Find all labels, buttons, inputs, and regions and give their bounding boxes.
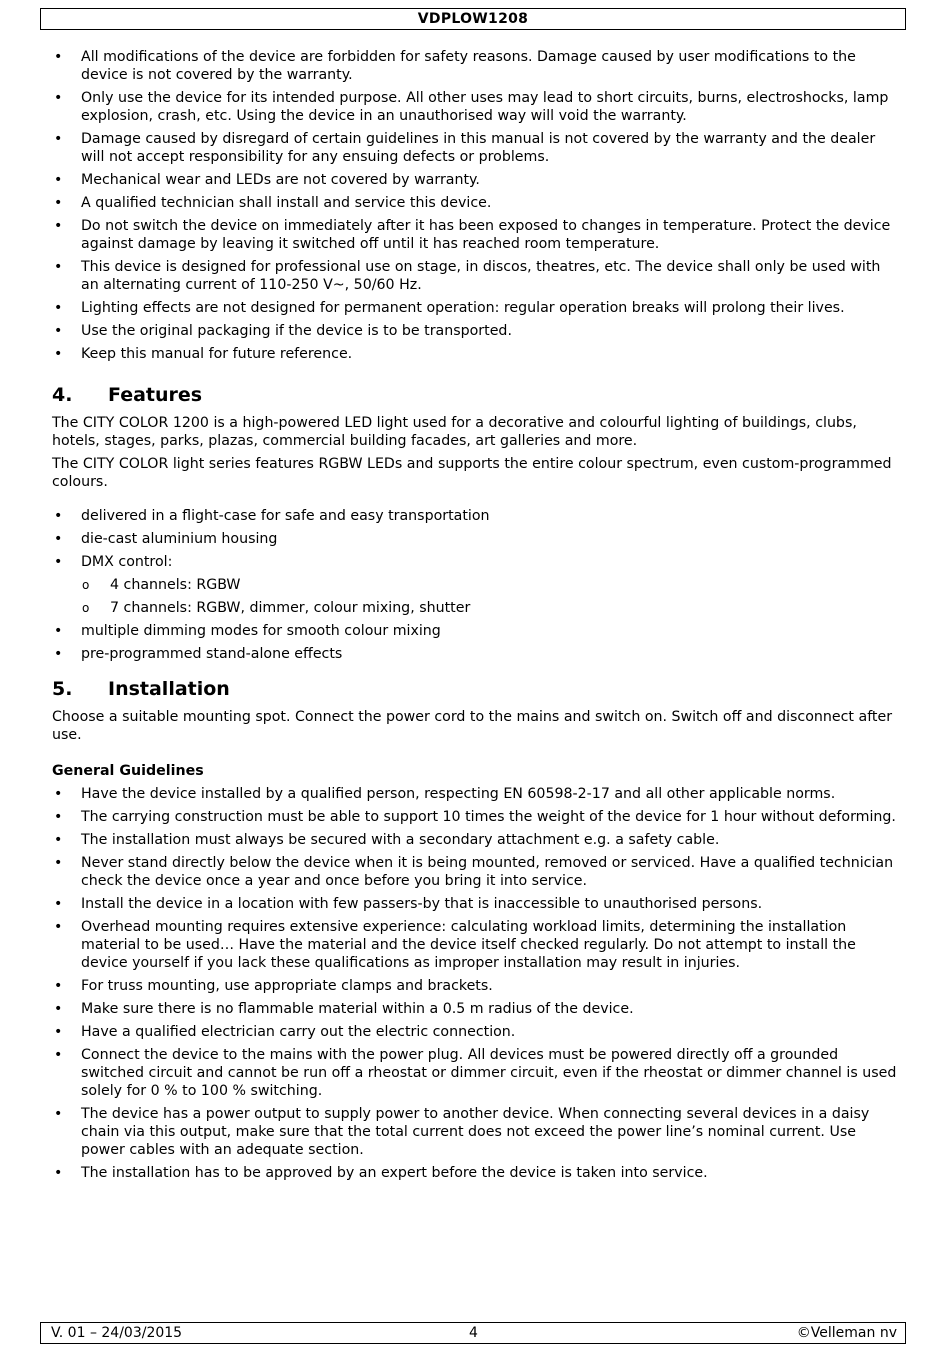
list-item: • The installation has to be approved by an expert before the device is taken into service. <box>52 1164 900 1182</box>
features-paragraph: The CITY COLOR 1200 is a high-powered LED light used for a decorative and colourful lighting of buildings, clubs, hotels, stages, parks, plazas, commercial building facades, art galleries and more. <box>52 415 857 449</box>
list-item: • Damage caused by disregard of certain guidelines in this manual is not covered by the warranty and the dealer will not accept responsibility for any ensuing defects or problems. <box>52 130 900 166</box>
list-item: • pre-programmed stand-alone effects <box>52 645 900 663</box>
list-item: • Install the device in a location with few passers-by that is inaccessible to unauthorised persons. <box>52 895 900 913</box>
list-item: • DMX control: <box>52 553 900 571</box>
section-number: 4. <box>52 384 73 406</box>
list-item: • The installation must always be secured with a secondary attachment e.g. a safety cable. <box>52 831 900 849</box>
list-item: • Make sure there is no flammable material within a 0.5 m radius of the device. <box>52 1000 900 1018</box>
general-guidelines-heading: General Guidelines <box>52 763 204 779</box>
sublist-item: o 4 channels: RGBW <box>52 576 900 594</box>
list-item: • Only use the device for its intended purpose. All other uses may lead to short circuits, burns, electroshocks, lamp explosion, crash, etc. Using the device in an unauthorised way will void the warranty. <box>52 89 900 125</box>
list-item: • Connect the device to the mains with the power plug. All devices must be powered directly off a grounded switched circuit and cannot be run off a rheostat or dimmer circuit, even if the rheostat or dimmer channel is used solely for 0 % to 100 % switching. <box>52 1046 900 1100</box>
list-item: • Keep this manual for future reference. <box>52 345 900 363</box>
list-item: • delivered in a flight-case for safe and easy transportation <box>52 507 900 525</box>
list-item: • All modifications of the device are forbidden for safety reasons. Damage caused by user modifications to the device is not covered by the warranty. <box>52 48 900 84</box>
list-item: • Have the device installed by a qualified person, respecting EN 60598-2-17 and all other applicable norms. <box>52 785 900 803</box>
installation-paragraph: Choose a suitable mounting spot. Connect the power cord to the mains and switch on. Switch off and disconnect after use. <box>52 709 893 743</box>
list-item: • The carrying construction must be able to support 10 times the weight of the device for 1 hour without deforming. <box>52 808 900 826</box>
sublist-item: o 7 channels: RGBW, dimmer, colour mixing, shutter <box>52 599 900 617</box>
guidelines-list <box>52 785 900 1182</box>
dmx-sublist <box>52 576 900 617</box>
features-heading <box>52 383 900 407</box>
section-title: Installation <box>108 678 230 700</box>
features-list-continued <box>52 622 900 663</box>
features-list <box>52 507 900 571</box>
safety-list <box>52 48 900 363</box>
page-number: 4 <box>469 1325 478 1341</box>
list-item: • Mechanical wear and LEDs are not covered by warranty. <box>52 171 900 189</box>
version-date: V. 01 – 24/03/2015 <box>51 1325 183 1341</box>
list-item: • Never stand directly below the device when it is being mounted, removed or serviced. Have a qualified technician check the device once a year and once before you bring it into service. <box>52 854 900 890</box>
document-title: VDPLOW1208 <box>417 11 529 27</box>
list-item: • Do not switch the device on immediately after it has been exposed to changes in temperature. Protect the device against damage by leaving it switched off until it has reached room temperature. <box>52 217 900 253</box>
list-item: • Use the original packaging if the device is to be transported. <box>52 322 900 340</box>
section-number: 5. <box>52 678 73 700</box>
copyright: ©Velleman nv <box>796 1325 897 1341</box>
list-item: • Overhead mounting requires extensive experience: calculating workload limits, determining the installation material to be used… Have the material and the device itself checked regularly. Do not attempt to install the device yourself if you lack these qualifications as improper installation may result in injuries. <box>52 918 900 972</box>
list-item: • die-cast aluminium housing <box>52 530 900 548</box>
list-item: • For truss mounting, use appropriate clamps and brackets. <box>52 977 900 995</box>
list-item: • A qualified technician shall install and service this device. <box>52 194 900 212</box>
list-item: • The device has a power output to supply power to another device. When connecting several devices in a daisy chain via this output, make sure that the total current does not exceed the power line’s nominal current. Use power cables with an adequate section. <box>52 1105 900 1159</box>
section-title: Features <box>108 384 203 406</box>
features-paragraph: The CITY COLOR light series features RGBW LEDs and supports the entire colour spectrum, even custom-programmed colours. <box>52 456 892 490</box>
page-header <box>40 8 906 30</box>
page-footer <box>40 1322 906 1344</box>
list-item: • Have a qualified electrician carry out the electric connection. <box>52 1023 900 1041</box>
list-item: • This device is designed for professional use on stage, in discos, theatres, etc. The device shall only be used with an alternating current of 110-250 V~, 50/60 Hz. <box>52 258 900 294</box>
page-content <box>52 48 900 1187</box>
list-item: • multiple dimming modes for smooth colour mixing <box>52 622 900 640</box>
installation-heading <box>52 677 900 701</box>
list-item: • Lighting effects are not designed for permanent operation: regular operation breaks will prolong their lives. <box>52 299 900 317</box>
